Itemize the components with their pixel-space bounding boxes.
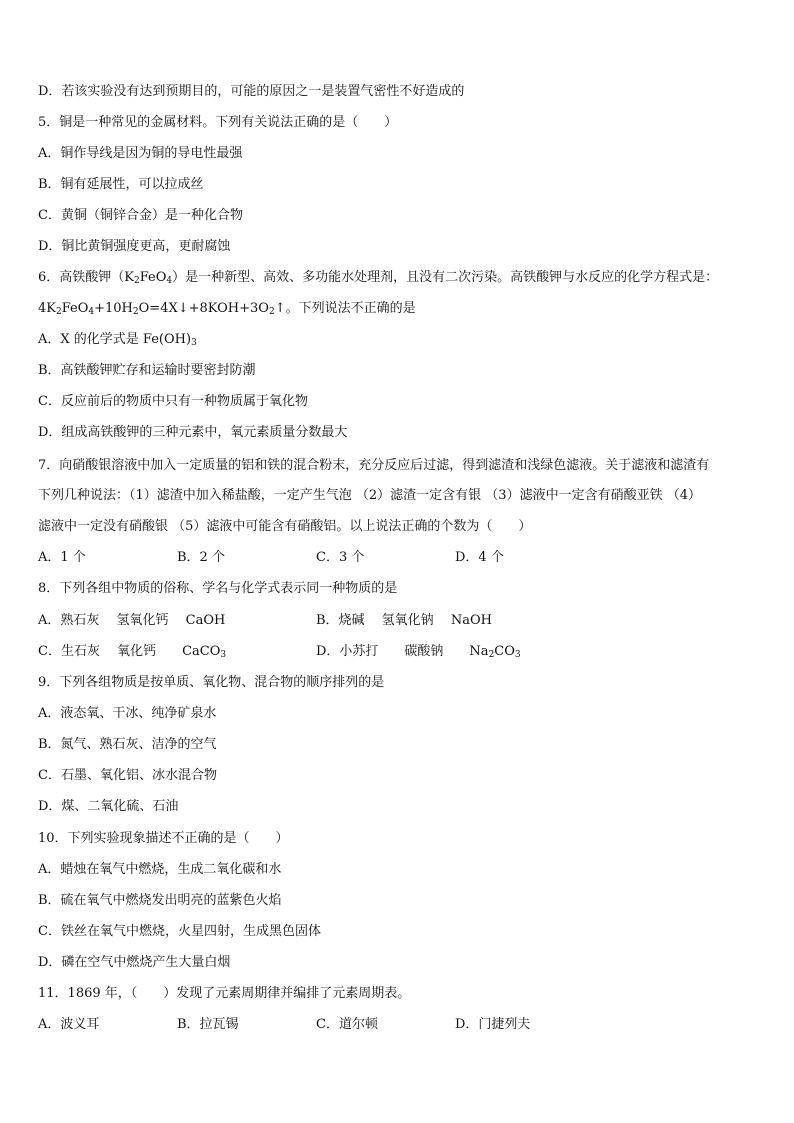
q9-stem: 9．下列各组物质是按单质、氧化物、混合物的顺序排列的是	[38, 675, 385, 690]
q5-stem: 5．铜是一种常见的金属材料。下列有关说法正确的是（ ）	[38, 115, 398, 130]
q11-stem: 11．1869 年，（ ）发现了元素周期律并编排了元素周期表。	[38, 986, 411, 1001]
q8-option-a: A．熟石灰 氢氧化钙 CaOH	[38, 613, 226, 628]
q7-option-d: D．4 个	[455, 550, 504, 565]
q8-option-d: D．小苏打 碳酸钠 $Na_2CO_3$	[316, 644, 521, 660]
q9-option-b: B．氮气、熟石灰、洁净的空气	[38, 737, 217, 752]
q7-stem-line1: 7．向硝酸银溶液中加入一定质量的铝和铁的混合粉末，充分反应后过滤，得到滤渣和浅绿色滤液。关于滤液和滤渣有	[38, 458, 710, 473]
q5-option-c: C．黄铜（铜锌合金）是一种化合物	[38, 208, 243, 223]
q6-equation: $4K_2FeO_4+10H_2O=4X↓+8KOH+3O_2↑$。下列说法不正确的是	[38, 301, 416, 317]
q7-option-c: C．3 个	[316, 550, 365, 565]
q6-option-d: D．组成高铁酸钾的三种元素中，氧元素质量分数最大	[38, 425, 348, 440]
q6-option-b: B．高铁酸钾贮存和运输时要密封防潮	[38, 363, 256, 378]
q8-option-c: C．生石灰 氧化钙 CaCO$_3$	[38, 644, 227, 660]
q11-option-b: B．拉瓦锡	[177, 1017, 239, 1032]
q9-option-a: A．液态氧、干冰、纯净矿泉水	[38, 706, 217, 721]
q7-option-a: A．1 个	[38, 550, 86, 565]
q10-stem: 10．下列实验现象描述不正确的是（ ）	[38, 831, 289, 846]
q10-option-c: C．铁丝在氧气中燃烧，火星四射，生成黑色固体	[38, 924, 321, 939]
q7-option-b: B．2 个	[177, 550, 225, 565]
q5-option-a: A．铜作导线是因为铜的导电性最强	[38, 146, 243, 161]
q8-options-row2	[38, 643, 760, 661]
q7-stem-line2: 下列几种说法：（1）滤渣中加入稀盐酸，一定产生气泡 （2）滤渣一定含有银 （3）滤液中一定含有硝酸亚铁 （4）	[38, 488, 701, 503]
q5-option-d: D．铜比黄铜强度更高，更耐腐蚀	[38, 239, 231, 254]
q8-options-row1	[38, 612, 760, 630]
q4-option-d: D．若该实验没有达到预期目的，可能的原因之一是装置气密性不好造成的	[38, 84, 465, 99]
q6-option-a: A．X 的化学式是 $Fe(OH)_3$	[38, 332, 197, 348]
q9-option-c: C．石墨、氧化铝、冰水混合物	[38, 768, 217, 783]
q8-option-b: B．烧碱 氢氧化钠 NaOH	[316, 613, 492, 628]
q10-option-d: D．磷在空气中燃烧产生大量白烟	[38, 955, 231, 970]
q6-option-c: C．反应前后的物质中只有一种物质属于氧化物	[38, 394, 308, 409]
q5-option-b: B．铜有延展性，可以拉成丝	[38, 177, 204, 192]
q10-option-a: A．蜡烛在氧气中燃烧，生成二氧化碳和水	[38, 862, 282, 877]
q11-options	[38, 1016, 760, 1034]
q8-stem: 8．下列各组中物质的俗称、学名与化学式表示同一种物质的是	[38, 581, 398, 596]
q11-option-a: A．波义耳	[38, 1017, 100, 1032]
q10-option-b: B．硫在氧气中燃烧发出明亮的蓝紫色火焰	[38, 893, 282, 908]
q7-stem-line3: 滤液中一定没有硝酸银 （5）滤液中可能含有硝酸铝。以上说法正确的个数为（ ）	[38, 519, 532, 534]
q11-option-d: D．门捷列夫	[455, 1017, 531, 1032]
q7-options	[38, 549, 760, 567]
q11-option-c: C．道尔顿	[316, 1017, 378, 1032]
q6-stem: 6．高铁酸钾$(K_2FeO_4)$是一种新型、高效、多功能水处理剂，且没有二次污染。高铁酸钾与水反应的化学方程式是：	[38, 270, 719, 286]
q9-option-d: D．煤、二氧化硫、石油	[38, 799, 179, 814]
